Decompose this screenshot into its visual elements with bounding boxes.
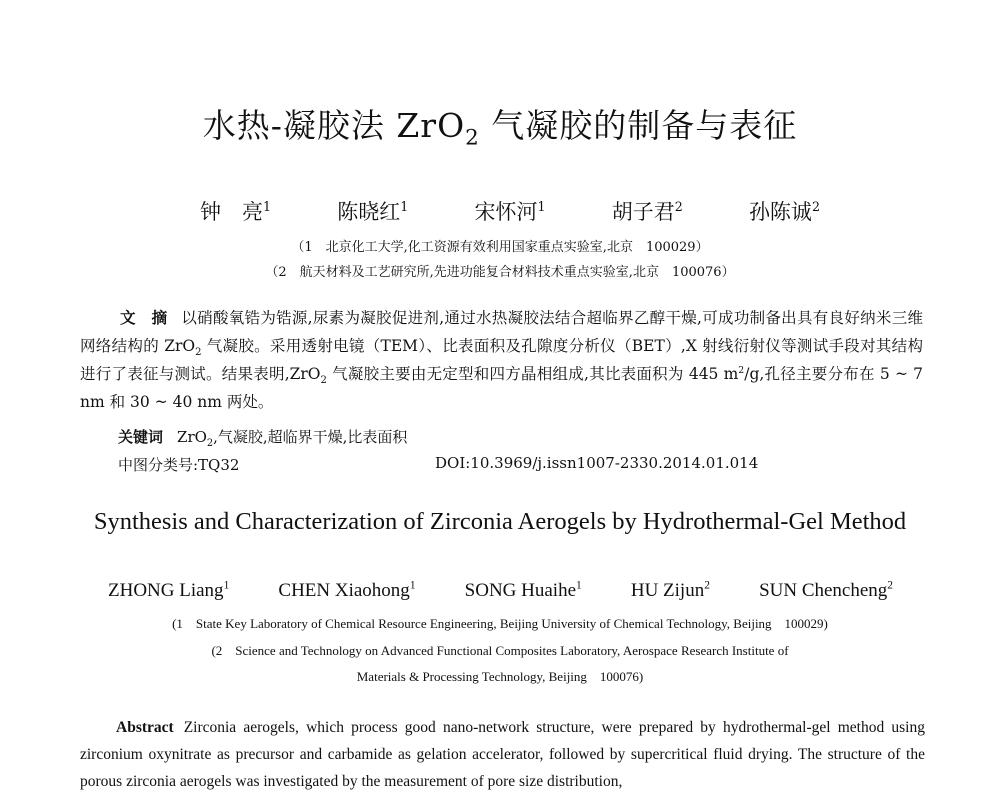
- authors-english: [108, 580, 893, 608]
- author-en: HU Zijun$^2$: [630, 579, 710, 601]
- classification-number: 中图分类号:TQ32: [118, 456, 240, 474]
- title-chinese: 水热-凝胶法 ZrO$_2$ 气凝胶的制备与表征: [202, 106, 798, 151]
- abstract-cn-label: 文 摘: [120, 309, 168, 327]
- affiliation-en-1: (1 State Key Laboratory of Chemical Resource Engineering, Beijing University of Chemical Technology, Beijing 100029): [172, 616, 828, 631]
- author-en: SONG Huaihe$^1$: [464, 579, 582, 601]
- keywords-chinese: 关键词 ZrO$_2$,气凝胶,超临界干燥,比表面积: [118, 428, 408, 449]
- author-cn: 陈晓红$^1$: [337, 199, 409, 224]
- author-en: ZHONG Liang$^1$: [108, 579, 230, 601]
- affiliation-en-2-cont: Materials & Processing Technology, Beijing 100076): [356, 669, 644, 684]
- abstract-en-label: Abstract: [116, 719, 174, 736]
- author-cn: 胡子君$^2$: [611, 199, 683, 224]
- title-english: Synthesis and Characterization of Zirconia Aerogels by Hydrothermal-Gel Method: [93, 508, 907, 535]
- abstract-chinese: 文 摘 以硝酸氧锆为锆源,尿素为凝胶促进剂,通过水热凝胶法结合超临界乙醇干燥,可成功制备出具有良好纳米三维网络结构的 ZrO$_2$ 气凝胶。采用透射电镜（TEM）、比表面积及孔隙度分析仪（BET）,X 射线衍射仪等测试手段对其结构进行了表征与测试。结果表明,ZrO$_2$ 气凝胶主要由无定型和四方晶相组成,其比表面积为 445 $m^2/g$,孔径主要分布在 5 ~ 7 nm 和 30 ~ 40 nm 两处。: [80, 309, 923, 411]
- authors-chinese: [200, 196, 820, 226]
- abstract-english: [80, 714, 925, 795]
- keywords-label: 关键词: [118, 428, 164, 446]
- abstract-en-text: Zirconia aerogels, which process good nano-network structure, were prepared by hydrothermal-gel method using zirconium oxynitrate as precursor and carbamide as gelation accelerator, followed by supercritical fluid drying. The structure of the porous zirconia aerogels was investigated by the measurement of pore size distribution,: [80, 719, 925, 790]
- doi: DOI:10.3969/j.issn1007-2330.2014.01.014: [435, 454, 759, 472]
- author-cn: 钟 亮$^1$: [200, 199, 272, 224]
- author-en: CHEN Xiaohong$^1$: [278, 579, 416, 601]
- affiliation-cn-1: （1 北京化工大学,化工资源有效利用国家重点实验室,北京 100029）: [291, 240, 709, 255]
- author-en: SUN Chencheng$^2$: [759, 579, 893, 601]
- affiliation-cn-2: （2 航天材料及工艺研究所,先进功能复合材料技术重点实验室,北京 100076）: [265, 265, 735, 280]
- author-cn: 宋怀河$^1$: [474, 199, 546, 224]
- affiliation-en-2: (2 Science and Technology on Advanced Functional Composites Laboratory, Aerospace Research Institute of: [211, 643, 789, 658]
- author-cn: 孙陈诚$^2$: [748, 199, 820, 224]
